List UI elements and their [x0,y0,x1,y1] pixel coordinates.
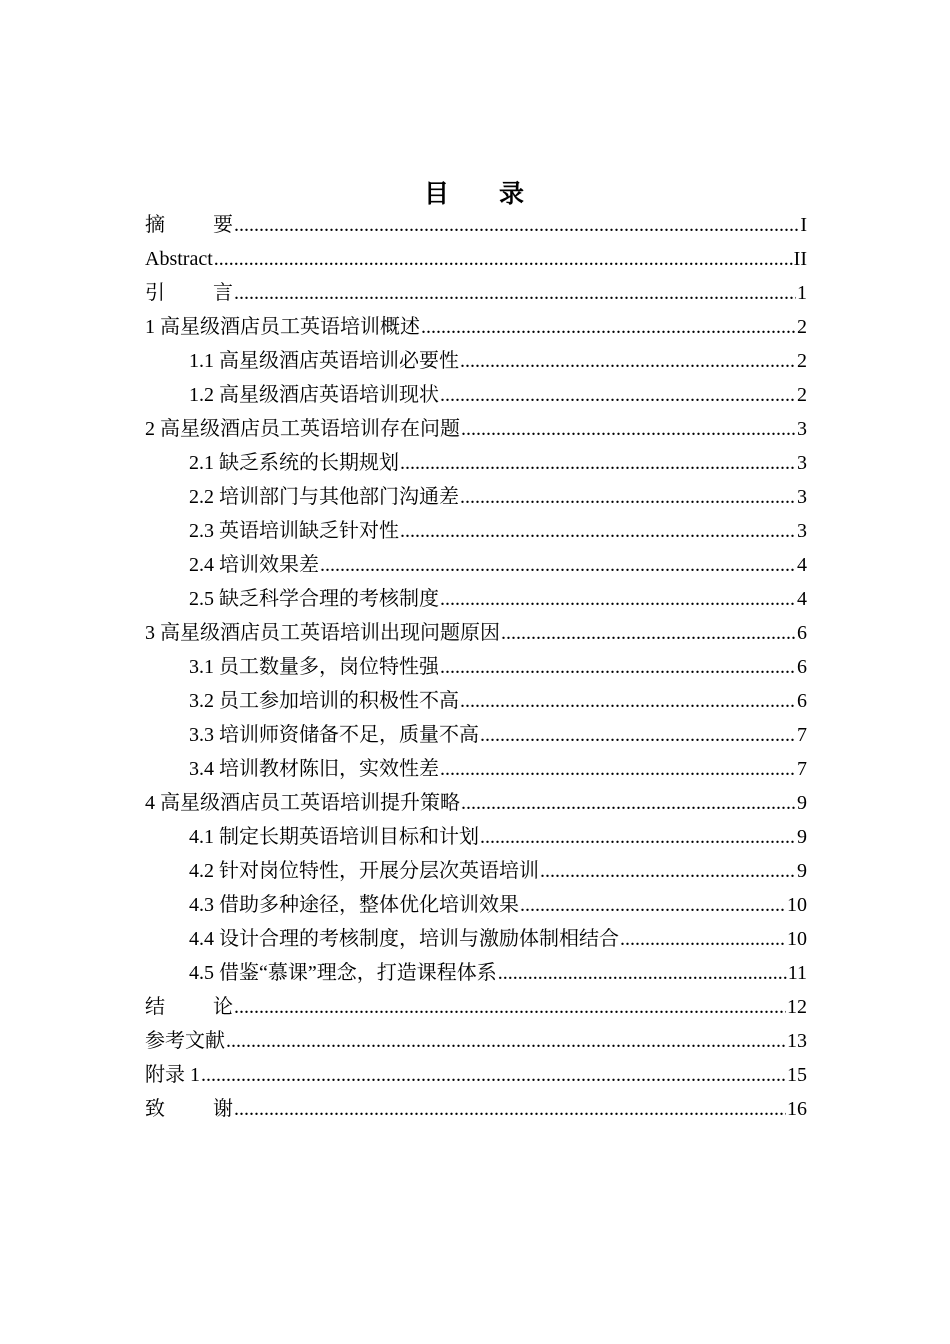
toc-entry-page-number: 4 [797,588,807,610]
toc-entry-label: 4 高星级酒店员工英语培训提升策略 [145,792,460,814]
toc-entry-label: 4.3 借助多种途径，整体优化培训效果 [189,894,519,916]
toc-entry-label: 4.4 设计合理的考核制度，培训与激励体制相结合 [189,928,619,950]
toc-dot-leader [540,854,796,888]
toc-entry[interactable] [145,310,807,344]
toc-entry-label: 3 高星级酒店员工英语培训出现问题原因 [145,622,500,644]
toc-entry-label: 4.1 制定长期英语培训目标和计划 [189,826,479,848]
toc-entry-page-number: 9 [797,826,807,848]
toc-entry-label: 2.2 培训部门与其他部门沟通差 [189,486,459,508]
toc-entry[interactable] [145,378,807,412]
toc-entry[interactable] [145,786,807,820]
page-title-char-1: 目 [423,181,451,208]
toc-entry[interactable] [145,650,807,684]
toc-dot-leader [520,888,786,922]
toc-dot-leader [620,922,786,956]
toc-entry-label: 摘 要 [145,214,233,236]
toc-entry[interactable] [145,922,807,956]
toc-entry[interactable] [145,276,807,310]
toc-entry[interactable] [145,990,807,1024]
toc-dot-leader [501,616,796,650]
table-of-contents [145,208,807,1126]
toc-entry-label: 1.1 高星级酒店英语培训必要性 [189,350,459,372]
toc-dot-leader [460,344,796,378]
toc-dot-leader [214,242,793,276]
toc-entry[interactable] [145,480,807,514]
toc-entry[interactable] [145,956,807,990]
toc-entry-page-number: 4 [797,554,807,576]
toc-dot-leader [440,650,796,684]
toc-entry[interactable] [145,684,807,718]
toc-entry[interactable] [145,1058,807,1092]
toc-entry[interactable] [145,548,807,582]
toc-entry-page-number: 10 [787,894,807,916]
toc-entry[interactable] [145,1024,807,1058]
toc-entry[interactable] [145,412,807,446]
toc-entry-page-number: 3 [797,418,807,440]
toc-entry-page-number: 9 [797,792,807,814]
toc-entry[interactable] [145,582,807,616]
toc-entry-page-number: 10 [787,928,807,950]
toc-entry-page-number: 2 [797,316,807,338]
toc-entry-label: 2.5 缺乏科学合理的考核制度 [189,588,439,610]
toc-entry-page-number: 1 [797,282,807,304]
toc-dot-leader [440,752,796,786]
toc-entry-label: 4.5 借鉴“慕课”理念，打造课程体系 [189,962,497,984]
toc-entry-label: 3.4 培训教材陈旧，实效性差 [189,758,439,780]
toc-entry-label: 2.3 英语培训缺乏针对性 [189,520,399,542]
toc-dot-leader [320,548,796,582]
toc-entry-label: 引 言 [145,282,233,304]
toc-dot-leader [440,582,796,616]
toc-dot-leader [234,1092,786,1126]
toc-entry-label: 结 论 [145,996,233,1018]
toc-entry-label: 2.4 培训效果差 [189,554,319,576]
toc-dot-leader [400,514,796,548]
toc-entry[interactable] [145,616,807,650]
toc-entry[interactable] [145,514,807,548]
toc-entry-page-number: I [800,214,807,236]
toc-dot-leader [480,718,796,752]
page-title-char-2: 录 [499,181,527,208]
toc-entry[interactable] [145,718,807,752]
toc-dot-leader [461,412,796,446]
toc-entry-label: 参考文献 [145,1030,225,1052]
toc-entry[interactable] [145,446,807,480]
toc-entry-label: Abstract [145,248,213,270]
toc-entry-page-number: 3 [797,520,807,542]
toc-entry-page-number: 16 [787,1098,807,1120]
toc-entry-label: 致 谢 [145,1098,233,1120]
toc-entry-page-number: 11 [787,962,807,984]
toc-dot-leader [460,480,796,514]
toc-dot-leader [400,446,796,480]
toc-entry-page-number: 7 [797,758,807,780]
toc-entry[interactable] [145,888,807,922]
toc-entry-label: 3.3 培训师资储备不足，质量不高 [189,724,479,746]
page-title [0,174,950,210]
toc-entry-page-number: 9 [797,860,807,882]
toc-dot-leader [234,276,796,310]
toc-entry-page-number: 6 [797,622,807,644]
toc-dot-leader [480,820,796,854]
toc-dot-leader [234,208,799,242]
toc-entry-page-number: 7 [797,724,807,746]
toc-entry[interactable] [145,752,807,786]
toc-entry-page-number: 6 [797,690,807,712]
toc-dot-leader [498,956,787,990]
toc-entry-page-number: 2 [797,350,807,372]
toc-entry-label: 附录 1 [145,1064,200,1086]
toc-entry[interactable] [145,242,807,276]
toc-entry-label: 2.1 缺乏系统的长期规划 [189,452,399,474]
toc-entry-label: 1 高星级酒店员工英语培训概述 [145,316,420,338]
toc-entry[interactable] [145,820,807,854]
toc-entry-label: 1.2 高星级酒店英语培训现状 [189,384,439,406]
toc-entry-page-number: 6 [797,656,807,678]
toc-entry-page-number: 15 [787,1064,807,1086]
toc-entry-page-number: 13 [787,1030,807,1052]
toc-dot-leader [461,786,796,820]
toc-dot-leader [234,990,786,1024]
toc-entry-label: 2 高星级酒店员工英语培训存在问题 [145,418,460,440]
toc-entry[interactable] [145,1092,807,1126]
toc-entry-page-number: 3 [797,486,807,508]
toc-dot-leader [201,1058,786,1092]
toc-entry-label: 4.2 针对岗位特性，开展分层次英语培训 [189,860,539,882]
toc-entry[interactable] [145,208,807,242]
toc-entry-page-number: 12 [787,996,807,1018]
toc-entry-page-number: 3 [797,452,807,474]
toc-dot-leader [440,378,796,412]
toc-dot-leader [421,310,796,344]
toc-entry[interactable] [145,344,807,378]
toc-entry[interactable] [145,854,807,888]
toc-entry-label: 3.2 员工参加培训的积极性不高 [189,690,459,712]
toc-entry-page-number: II [793,248,807,270]
toc-entry-page-number: 2 [797,384,807,406]
toc-dot-leader [226,1024,786,1058]
toc-entry-label: 3.1 员工数量多，岗位特性强 [189,656,439,678]
toc-dot-leader [460,684,796,718]
